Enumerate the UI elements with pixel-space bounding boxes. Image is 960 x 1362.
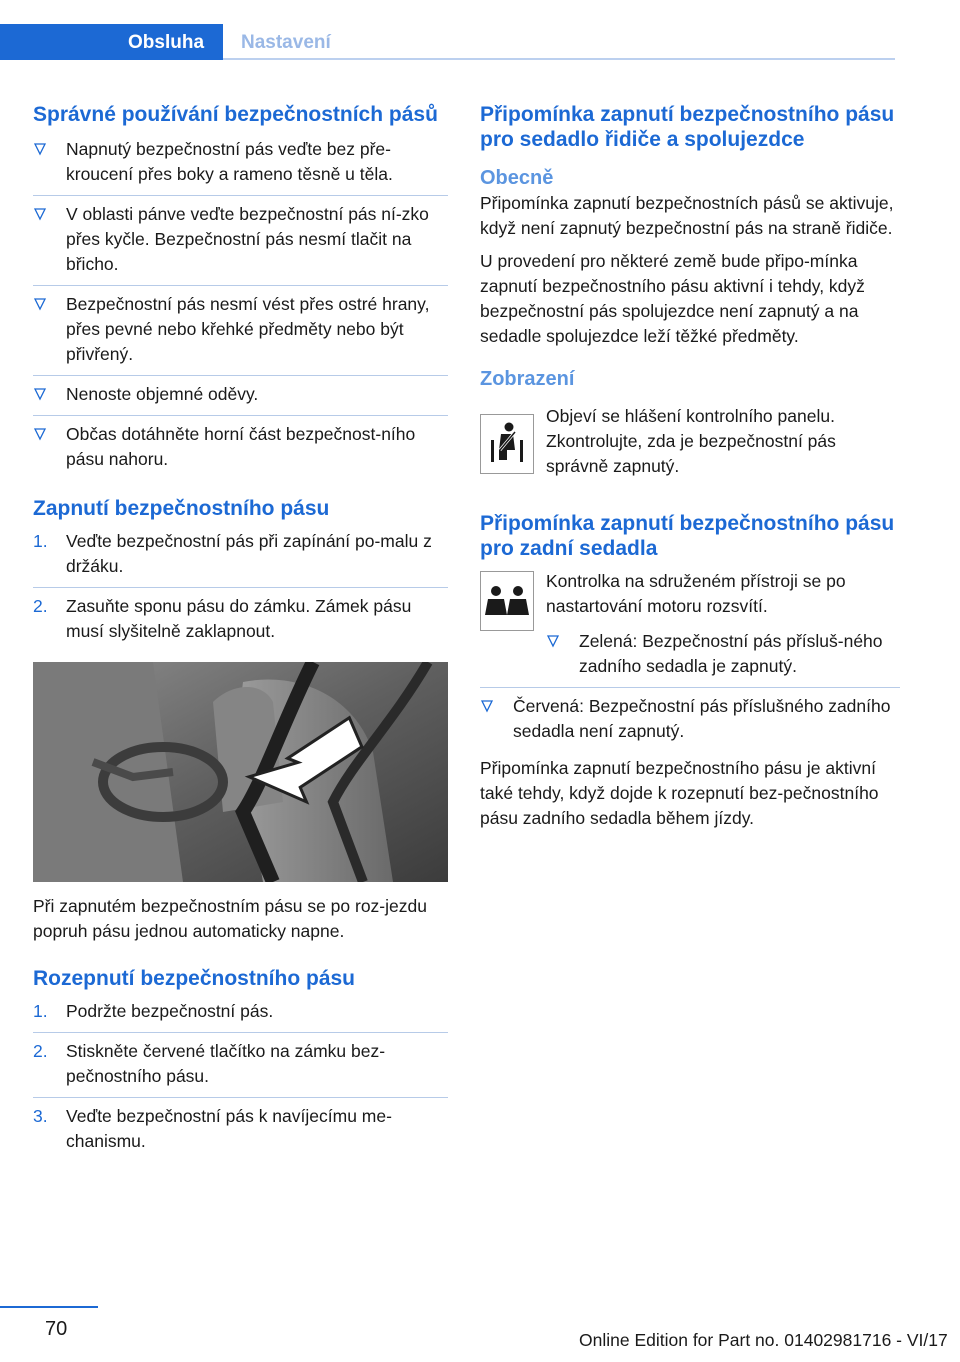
step-number: 2. [33,1041,48,1061]
triangle-bullet-icon [33,424,47,444]
tab-obsluha[interactable] [0,24,223,60]
seat-illustration [33,662,448,882]
subheading-general: Obecně [480,167,554,189]
list-item [33,1098,448,1162]
list-item-text: Napnutý bezpečnostní pás veďte bez pře‐kroucení přes boky a rameno těsně u těla. [66,139,393,184]
step-text: Stiskněte červené tlačítko na zámku bez‐pečnostního pásu. [66,1041,386,1086]
list-item-text: Občas dotáhněte horní část bezpečnost‐ního pásu nahoru. [66,424,416,469]
page-number: 70 [45,1318,68,1340]
step-number: 1. [33,531,48,551]
list-item [33,1033,448,1098]
triangle-bullet-icon [480,696,494,716]
seatbelt-icon [480,414,534,474]
fasten-steps [33,523,448,652]
list-item [33,286,448,376]
list-item-text: Bezpečnostní pás nesmí vést přes ostré hrany, přes pevné nebo křehké předměty nebo být přivřený. [66,294,430,364]
footer-rule [0,1306,98,1308]
step-text: Veďte bezpečnostní pás k navíjecímu me‐chanismu. [66,1106,392,1151]
step-number: 3. [33,1106,48,1126]
step-text: Veďte bezpečnostní pás při zapínání po‐malu z držáku. [66,531,432,576]
left-column [33,102,448,1162]
list-item [33,131,448,196]
rear-icon-row [480,569,900,687]
list-item [33,416,448,480]
tab-nastaveni-label: Nastavení [241,32,331,53]
list-item [33,523,448,588]
list-item [546,623,900,687]
list-item-text: Zelená: Bezpečnostní pás přísluš‐ného zadního sedadla je zapnutý. [579,631,883,676]
photo-caption: Při zapnutém bezpečnostním pásu se po roz‐jezdu popruh pásu jednou automaticky napne. [33,896,427,941]
tab-nastaveni[interactable] [223,24,895,60]
section-title-unfasten: Rozepnutí bezpečnostního pásu [33,967,356,990]
list-item-text: Nenoste objemné oděvy. [66,384,259,404]
section-title-rear-reminder: Připomínka zapnutí bezpečnostního pásu pro zadní sedadla [480,512,895,560]
list-item-text: Červená: Bezpečnostní pás příslušného zadního sedadla není zapnutý. [513,696,891,741]
seatbelt-photo [33,662,448,882]
display-icon-row [480,402,900,487]
triangle-bullet-icon [546,631,560,651]
section-title-front-reminder: Připomínka zapnutí bezpečnostního pásu pro sedadlo řidiče a spolujezdce [480,103,895,151]
subheading-display: Zobrazení [480,368,575,390]
edition-note: Online Edition for Part no. 01402981716 - VI/17 [579,1330,948,1350]
paragraph-general-1: Připomínka zapnutí bezpečnostních pásů se aktivuje, když není zapnutý bezpečnostní pás na straně řidiče. [480,193,894,238]
rear-icon-text: Kontrolka na sdruženém přístroji se po nastartování motoru rozsvítí. [546,571,846,616]
unfasten-steps [33,993,448,1162]
step-number: 2. [33,596,48,616]
rear-passengers-icon [480,571,534,631]
triangle-bullet-icon [33,204,47,224]
list-item [33,993,448,1033]
list-item [33,588,448,652]
display-icon-text: Objeví se hlášení kontrolního panelu. Zkontrolujte, zda je bezpečnostní pás správně zapnutý. [546,406,836,476]
step-text: Zasuňte sponu pásu do zámku. Zámek pásu musí slyšitelně zaklapnout. [66,596,412,641]
rear-outer-list [480,688,900,752]
list-item-text: V oblasti pánve veďte bezpečnostní pás ní‐zko přes kyčle. Bezpečnostní pás nesmí tlačit na břicho. [66,204,429,274]
rear-inner-list [546,623,900,687]
list-item [33,376,448,416]
list-item [480,688,900,752]
triangle-bullet-icon [33,139,47,159]
correct-use-list [33,131,448,480]
step-number: 1. [33,1001,48,1021]
section-title-correct-use: Správné používání bezpečnostních pásů [33,103,438,126]
right-column [480,102,900,831]
list-item [33,196,448,286]
section-title-fasten: Zapnutí bezpečnostního pásu [33,497,330,520]
triangle-bullet-icon [33,384,47,404]
tab-obsluha-label: Obsluha [128,32,205,53]
triangle-bullet-icon [33,294,47,314]
header-tabs [0,24,895,62]
paragraph-general-2: U provedení pro některé země bude připo‐mínka zapnutí bezpečnostního pásu aktivní i tehdy, když bezpečnostní pás spolujezdce není zapnutý a na sedadle spolujezdce leží těžké předměty. [480,251,865,346]
paragraph-rear: Připomínka zapnutí bezpečnostního pásu je aktivní také tehdy, když dojde k rozepnutí bez‐pečnostního pásu zadního sedadla během jízdy. [480,758,879,828]
step-text: Podržte bezpečnostní pás. [66,1001,274,1021]
